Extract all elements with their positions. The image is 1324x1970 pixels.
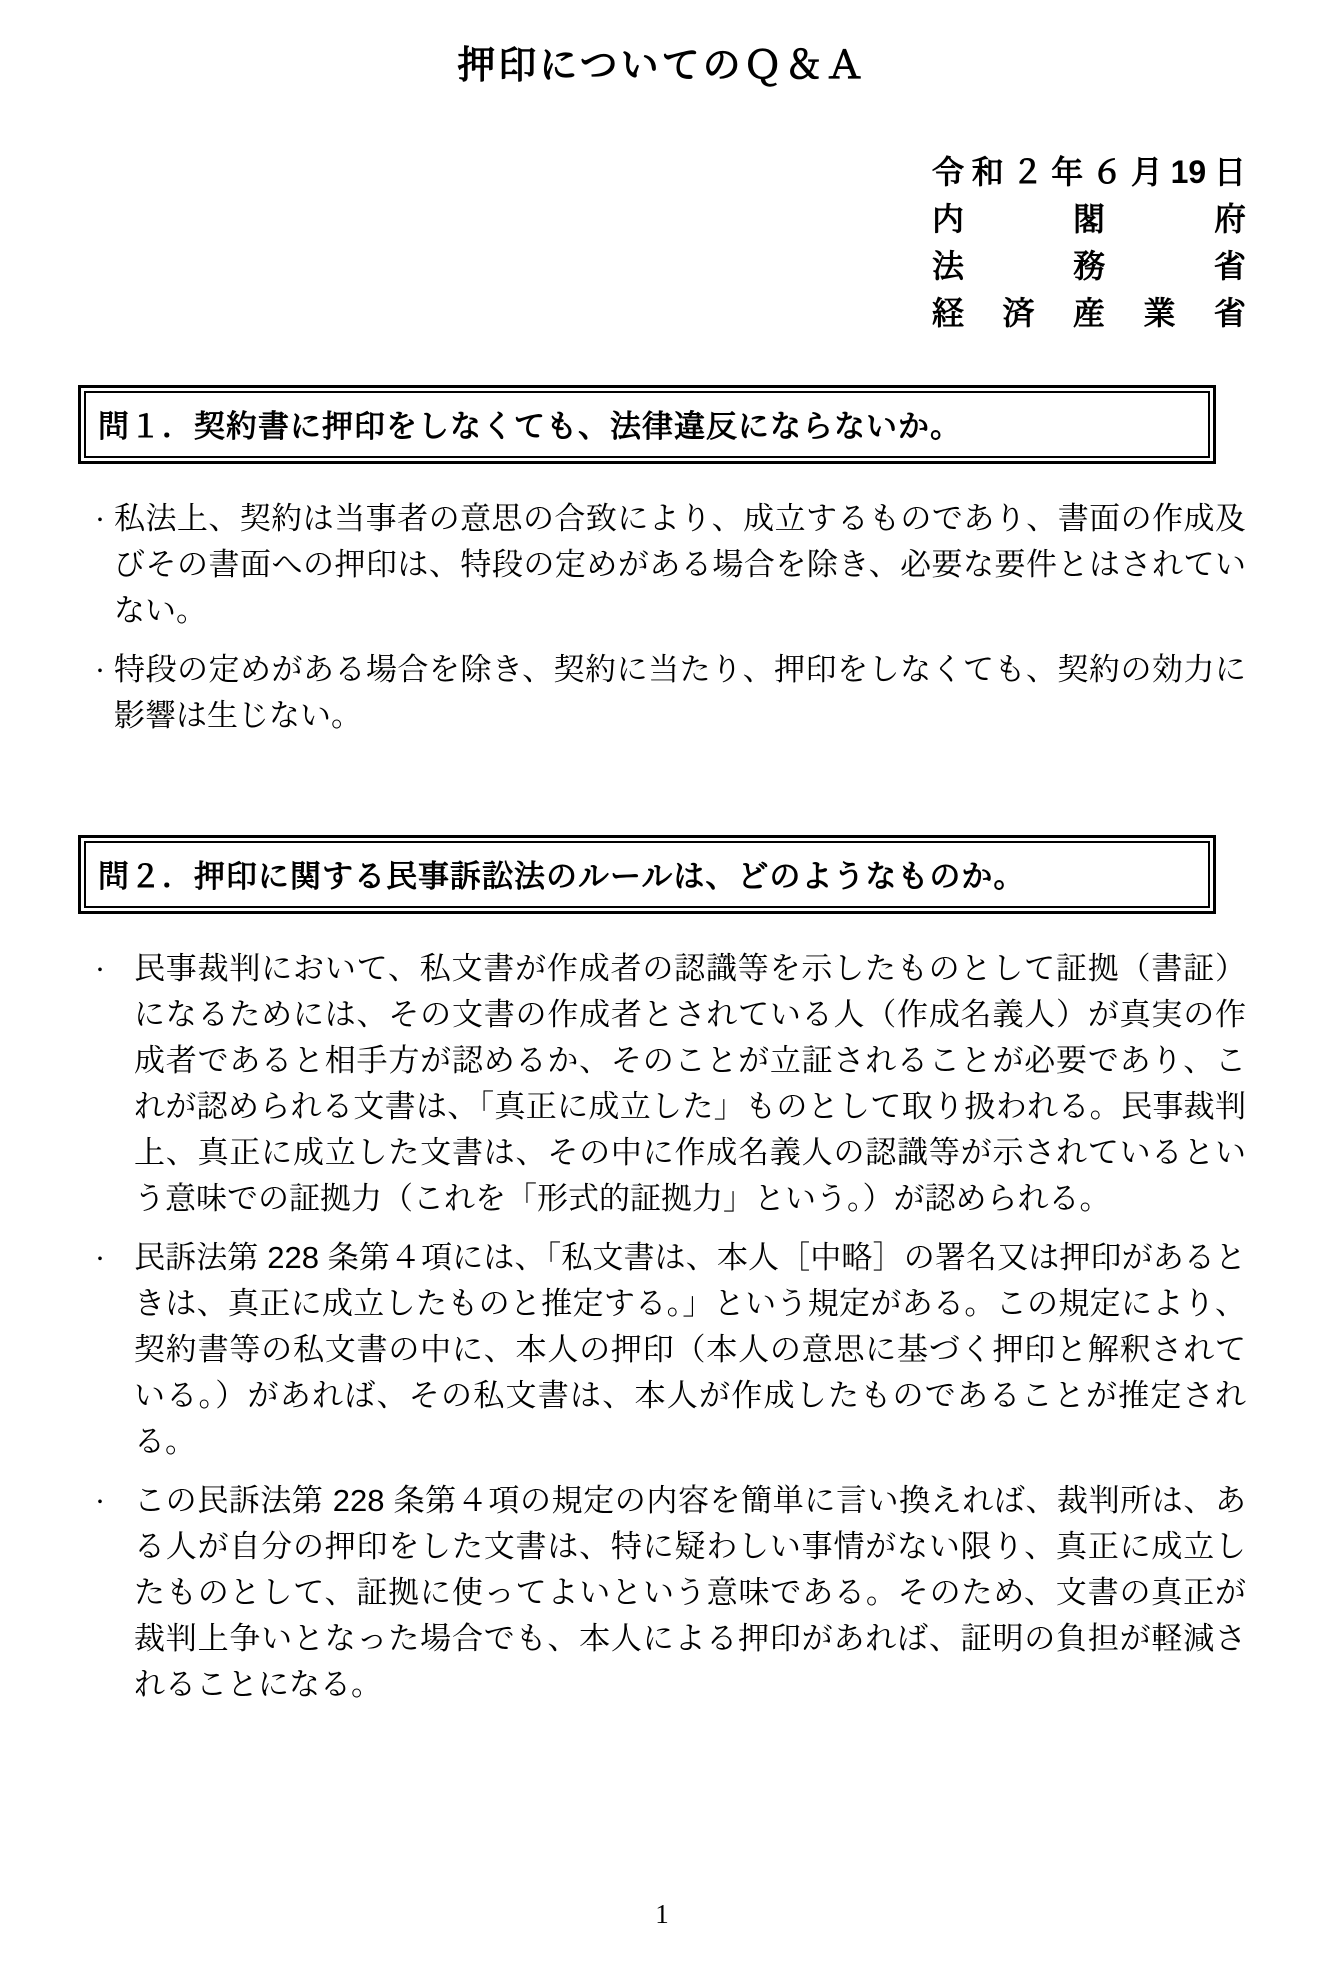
answer-paragraph: この民訴法第 228 条第４項の規定の内容を簡単に言い換えれば、裁判所は、ある人が自分の押印をした文書は、特に疑わしい事情がない限り、真正に成立したものとして、証拠に使ってよいという意味である。そのため、文書の真正が裁判上争いとなった場合でも、本人による押印があれば、証明の負担が軽減されることになる。 bbox=[134, 1483, 1246, 1702]
question-1-heading-box bbox=[78, 385, 1216, 464]
list-item bbox=[78, 1235, 1246, 1465]
document-title: 押印についてのＱ＆Ａ bbox=[457, 45, 867, 87]
question-1-heading: 問１．契約書に押印をしなくても、法律違反にならないか。 bbox=[84, 391, 1210, 458]
author-ministry-of-justice: 法 務 省 bbox=[932, 248, 1246, 284]
list-item bbox=[78, 647, 1246, 739]
date-author-block bbox=[932, 149, 1246, 337]
answer-paragraph: 私法上、契約は当事者の意思の合致により、成立するものであり、書面の作成及びその書面への押印は、特段の定めがある場合を除き、必要な要件とはされていない。 bbox=[114, 501, 1246, 628]
answer-paragraph: 民訴法第 228 条第４項には、「私文書は、本人［中略］の署名又は押印があるときは、真正に成立したものと推定する。」という規定がある。この規定により、契約書等の私文書の中に、本人の押印（本人の意思に基づく押印と解釈されている。）があれば、その私文書は、本人が作成したものであることが推定される。 bbox=[134, 1240, 1246, 1459]
bullet-icon: ・ bbox=[90, 661, 110, 683]
question-2-heading-box bbox=[78, 835, 1216, 914]
list-item bbox=[78, 496, 1246, 634]
author-ministry-of-economy: 経 済 産 業 省 bbox=[932, 295, 1246, 331]
bullet-icon: ・ bbox=[90, 1249, 110, 1271]
list-item bbox=[78, 946, 1246, 1222]
answer-paragraph: 特段の定めがある場合を除き、契約に当たり、押印をしなくても、契約の効力に影響は生じない。 bbox=[114, 652, 1246, 733]
page-number: 1 bbox=[655, 1899, 669, 1929]
list-item bbox=[78, 1478, 1246, 1708]
author-cabinet-office: 内 閣 府 bbox=[932, 201, 1246, 237]
bullet-icon: ・ bbox=[90, 960, 110, 982]
question-1-section bbox=[78, 385, 1246, 739]
question-2-answer-list bbox=[78, 946, 1246, 1708]
answer-paragraph: 民事裁判において、私文書が作成者の認識等を示したものとして証拠（書証）になるためには、その文書の作成者とされている人（作成名義人）が真実の作成者であると相手方が認めるか、そのことが立証されることが必要であり、これが認められる文書は、「真正に成立した」ものとして取り扱われる。民事裁判上、真正に成立した文書は、その中に作成名義人の認識等が示されているという意味での証拠力（これを「形式的証拠力」という。）が認められる。 bbox=[134, 951, 1246, 1216]
bullet-icon: ・ bbox=[90, 510, 110, 532]
bullet-icon: ・ bbox=[90, 1492, 110, 1514]
question-2-heading: 問２．押印に関する民事訴訟法のルールは、どのようなものか。 bbox=[84, 841, 1210, 908]
question-1-answer-list bbox=[78, 496, 1246, 739]
question-2-section bbox=[78, 835, 1246, 1708]
document-date: 令 和 ２ 年 ６ 月 19 日 bbox=[932, 154, 1246, 190]
